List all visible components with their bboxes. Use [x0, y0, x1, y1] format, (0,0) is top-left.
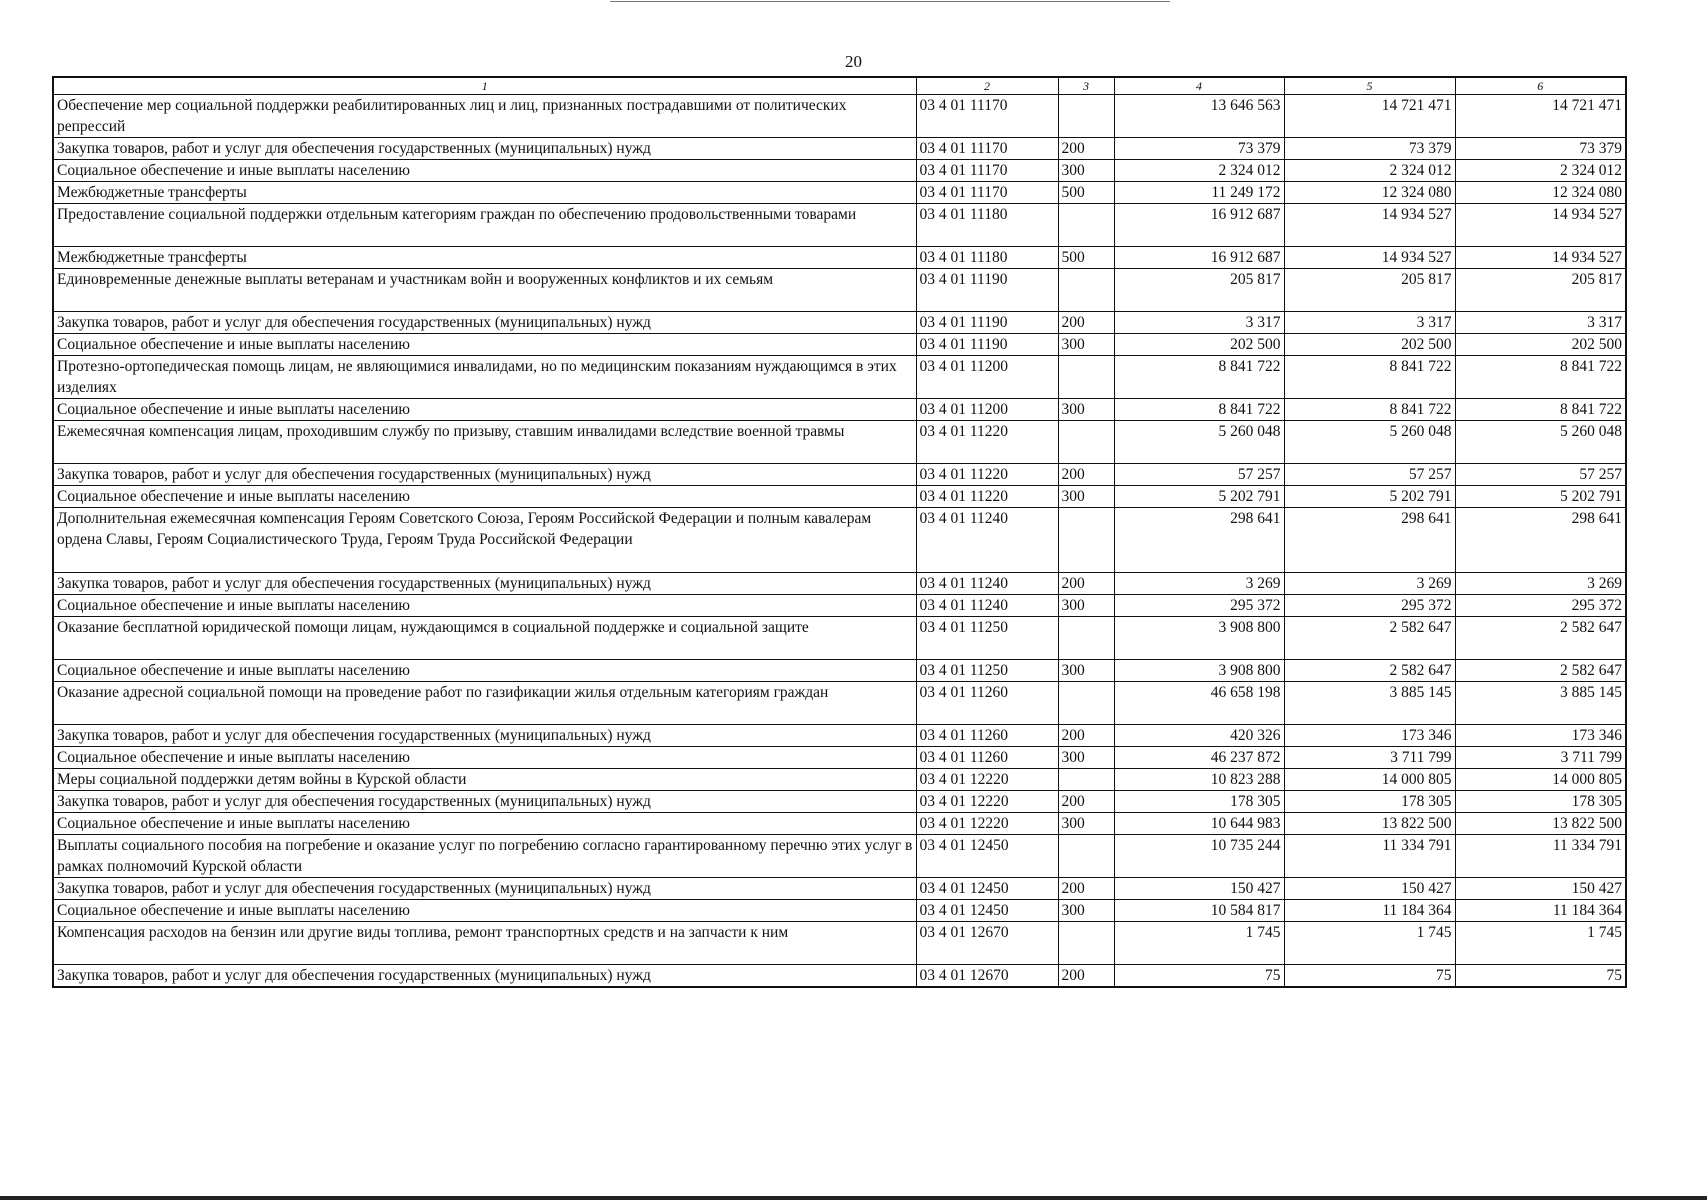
row-value-6-cell: 14 934 527 [1455, 204, 1626, 247]
row-name-cell: Выплаты социального пособия на погребение и оказание услуг по погребению согласно гарантированному перечню этих услуг в рамках полномочий Курской области [53, 835, 916, 878]
row-value-5-cell: 3 269 [1284, 573, 1455, 595]
table-row [53, 835, 1626, 878]
row-value-4-cell: 46 658 198 [1114, 682, 1284, 725]
scan-bottom-edge [0, 1196, 1707, 1200]
row-value-4-cell: 3 908 800 [1114, 617, 1284, 660]
row-name-cell: Закупка товаров, работ и услуг для обеспечения государственных (муниципальных) нужд [53, 965, 916, 988]
row-value-5-cell: 75 [1284, 965, 1455, 988]
row-name-cell: Межбюджетные трансферты [53, 247, 916, 269]
row-value-4-cell: 8 841 722 [1114, 399, 1284, 421]
row-code-cell: 03 4 01 11200 [916, 399, 1058, 421]
row-value-4-cell: 16 912 687 [1114, 247, 1284, 269]
table-row [53, 595, 1626, 617]
row-type-cell [1058, 508, 1114, 573]
table-row [53, 747, 1626, 769]
row-value-5-cell: 8 841 722 [1284, 399, 1455, 421]
row-value-6-cell: 75 [1455, 965, 1626, 988]
row-value-6-cell: 8 841 722 [1455, 356, 1626, 399]
row-value-5-cell: 73 379 [1284, 138, 1455, 160]
row-value-4-cell: 10 584 817 [1114, 900, 1284, 922]
row-code-cell: 03 4 01 11220 [916, 464, 1058, 486]
table-row [53, 399, 1626, 421]
row-type-cell: 200 [1058, 965, 1114, 988]
row-value-4-cell: 57 257 [1114, 464, 1284, 486]
row-value-4-cell: 75 [1114, 965, 1284, 988]
row-value-5-cell: 3 885 145 [1284, 682, 1455, 725]
row-value-5-cell: 3 317 [1284, 312, 1455, 334]
row-type-cell: 200 [1058, 791, 1114, 813]
row-value-4-cell: 8 841 722 [1114, 356, 1284, 399]
row-name-cell: Оказание адресной социальной помощи на проведение работ по газификации жилья отдельным категориям граждан [53, 682, 916, 725]
row-value-5-cell: 173 346 [1284, 725, 1455, 747]
table-body [53, 95, 1626, 988]
table-row [53, 813, 1626, 835]
row-code-cell: 03 4 01 11170 [916, 160, 1058, 182]
budget-table [52, 76, 1627, 988]
row-value-5-cell: 14 000 805 [1284, 769, 1455, 791]
row-value-5-cell: 57 257 [1284, 464, 1455, 486]
row-value-6-cell: 14 721 471 [1455, 95, 1626, 138]
row-type-cell: 500 [1058, 247, 1114, 269]
row-type-cell [1058, 421, 1114, 464]
row-value-4-cell: 73 379 [1114, 138, 1284, 160]
row-code-cell: 03 4 01 11170 [916, 95, 1058, 138]
row-value-6-cell: 13 822 500 [1455, 813, 1626, 835]
row-value-5-cell: 3 711 799 [1284, 747, 1455, 769]
scan-top-edge [610, 1, 1170, 2]
row-value-6-cell: 8 841 722 [1455, 399, 1626, 421]
table-row [53, 247, 1626, 269]
row-code-cell: 03 4 01 11250 [916, 660, 1058, 682]
row-code-cell: 03 4 01 12450 [916, 835, 1058, 878]
page-number: 20 [845, 52, 862, 71]
row-value-4-cell: 3 317 [1114, 312, 1284, 334]
column-number-2: 2 [916, 77, 1058, 95]
row-value-6-cell: 5 260 048 [1455, 421, 1626, 464]
row-type-cell [1058, 769, 1114, 791]
row-name-cell: Закупка товаров, работ и услуг для обеспечения государственных (муниципальных) нужд [53, 138, 916, 160]
row-type-cell: 300 [1058, 160, 1114, 182]
row-value-4-cell: 10 823 288 [1114, 769, 1284, 791]
row-name-cell: Закупка товаров, работ и услуг для обеспечения государственных (муниципальных) нужд [53, 791, 916, 813]
row-value-5-cell: 298 641 [1284, 508, 1455, 573]
table-row [53, 660, 1626, 682]
row-code-cell: 03 4 01 11180 [916, 204, 1058, 247]
row-value-5-cell: 2 582 647 [1284, 660, 1455, 682]
row-type-cell [1058, 356, 1114, 399]
row-name-cell: Предоставление социальной поддержки отдельным категориям граждан по обеспечению продовольственными товарами [53, 204, 916, 247]
row-value-4-cell: 420 326 [1114, 725, 1284, 747]
table-row [53, 95, 1626, 138]
table-row [53, 922, 1626, 965]
table-row [53, 464, 1626, 486]
row-value-6-cell: 295 372 [1455, 595, 1626, 617]
row-type-cell: 300 [1058, 660, 1114, 682]
row-code-cell: 03 4 01 11260 [916, 725, 1058, 747]
row-value-6-cell: 73 379 [1455, 138, 1626, 160]
row-value-4-cell: 205 817 [1114, 269, 1284, 312]
row-value-5-cell: 14 934 527 [1284, 247, 1455, 269]
table-row [53, 508, 1626, 573]
table-row [53, 182, 1626, 204]
row-code-cell: 03 4 01 11240 [916, 508, 1058, 573]
row-type-cell: 200 [1058, 464, 1114, 486]
row-type-cell: 500 [1058, 182, 1114, 204]
row-type-cell [1058, 835, 1114, 878]
row-name-cell: Социальное обеспечение и иные выплаты населению [53, 900, 916, 922]
row-type-cell: 300 [1058, 334, 1114, 356]
row-value-6-cell: 57 257 [1455, 464, 1626, 486]
row-name-cell: Закупка товаров, работ и услуг для обеспечения государственных (муниципальных) нужд [53, 464, 916, 486]
row-value-6-cell: 14 934 527 [1455, 247, 1626, 269]
row-value-6-cell: 2 582 647 [1455, 660, 1626, 682]
row-type-cell: 200 [1058, 138, 1114, 160]
row-value-4-cell: 11 249 172 [1114, 182, 1284, 204]
row-name-cell: Социальное обеспечение и иные выплаты населению [53, 486, 916, 508]
row-type-cell: 200 [1058, 573, 1114, 595]
row-value-6-cell: 3 317 [1455, 312, 1626, 334]
row-type-cell [1058, 617, 1114, 660]
row-type-cell [1058, 922, 1114, 965]
table-row [53, 160, 1626, 182]
row-code-cell: 03 4 01 12220 [916, 813, 1058, 835]
row-name-cell: Протезно-ортопедическая помощь лицам, не являющимися инвалидами, но по медицинским показаниям нуждающимся в этих изделиях [53, 356, 916, 399]
row-code-cell: 03 4 01 11250 [916, 617, 1058, 660]
table-row [53, 573, 1626, 595]
row-value-4-cell: 13 646 563 [1114, 95, 1284, 138]
row-value-4-cell: 298 641 [1114, 508, 1284, 573]
row-name-cell: Закупка товаров, работ и услуг для обеспечения государственных (муниципальных) нужд [53, 312, 916, 334]
row-value-4-cell: 3 269 [1114, 573, 1284, 595]
row-value-6-cell: 150 427 [1455, 878, 1626, 900]
row-type-cell: 300 [1058, 900, 1114, 922]
table-row [53, 356, 1626, 399]
row-type-cell [1058, 204, 1114, 247]
row-value-6-cell: 173 346 [1455, 725, 1626, 747]
table-row [53, 269, 1626, 312]
row-code-cell: 03 4 01 11170 [916, 138, 1058, 160]
row-value-6-cell: 11 334 791 [1455, 835, 1626, 878]
table-row [53, 682, 1626, 725]
row-name-cell: Дополнительная ежемесячная компенсация Героям Советского Союза, Героям Российской Федерации и полным кавалерам ордена Славы, Героям Социалистического Труда, Героям Труда Российской Федерации [53, 508, 916, 573]
row-name-cell: Ежемесячная компенсация лицам, проходившим службу по призыву, ставшим инвалидами вследствие военной травмы [53, 421, 916, 464]
row-value-5-cell: 295 372 [1284, 595, 1455, 617]
row-type-cell: 300 [1058, 595, 1114, 617]
row-code-cell: 03 4 01 12670 [916, 965, 1058, 988]
row-name-cell: Социальное обеспечение и иные выплаты населению [53, 160, 916, 182]
row-value-4-cell: 295 372 [1114, 595, 1284, 617]
row-type-cell: 200 [1058, 878, 1114, 900]
row-code-cell: 03 4 01 12450 [916, 900, 1058, 922]
row-value-5-cell: 202 500 [1284, 334, 1455, 356]
row-code-cell: 03 4 01 11190 [916, 312, 1058, 334]
row-value-6-cell: 3 885 145 [1455, 682, 1626, 725]
row-value-5-cell: 14 721 471 [1284, 95, 1455, 138]
row-code-cell: 03 4 01 11190 [916, 334, 1058, 356]
row-code-cell: 03 4 01 11220 [916, 421, 1058, 464]
column-number-1: 1 [53, 77, 916, 95]
table-row [53, 486, 1626, 508]
row-name-cell: Социальное обеспечение и иные выплаты населению [53, 595, 916, 617]
row-code-cell: 03 4 01 11220 [916, 486, 1058, 508]
table-row [53, 138, 1626, 160]
row-code-cell: 03 4 01 11200 [916, 356, 1058, 399]
row-name-cell: Закупка товаров, работ и услуг для обеспечения государственных (муниципальных) нужд [53, 878, 916, 900]
row-value-6-cell: 178 305 [1455, 791, 1626, 813]
row-code-cell: 03 4 01 11240 [916, 595, 1058, 617]
row-value-6-cell: 202 500 [1455, 334, 1626, 356]
row-name-cell: Социальное обеспечение и иные выплаты населению [53, 334, 916, 356]
row-value-6-cell: 205 817 [1455, 269, 1626, 312]
row-value-5-cell: 5 260 048 [1284, 421, 1455, 464]
row-type-cell [1058, 269, 1114, 312]
column-number-4: 4 [1114, 77, 1284, 95]
row-value-4-cell: 1 745 [1114, 922, 1284, 965]
row-value-6-cell: 1 745 [1455, 922, 1626, 965]
row-value-5-cell: 13 822 500 [1284, 813, 1455, 835]
row-code-cell: 03 4 01 11260 [916, 747, 1058, 769]
row-type-cell [1058, 95, 1114, 138]
row-value-6-cell: 12 324 080 [1455, 182, 1626, 204]
row-code-cell: 03 4 01 12220 [916, 791, 1058, 813]
table-row [53, 334, 1626, 356]
row-name-cell: Социальное обеспечение и иные выплаты населению [53, 399, 916, 421]
row-value-5-cell: 178 305 [1284, 791, 1455, 813]
table-row [53, 617, 1626, 660]
row-value-4-cell: 5 260 048 [1114, 421, 1284, 464]
row-value-4-cell: 150 427 [1114, 878, 1284, 900]
row-value-5-cell: 12 324 080 [1284, 182, 1455, 204]
row-code-cell: 03 4 01 11260 [916, 682, 1058, 725]
row-code-cell: 03 4 01 11190 [916, 269, 1058, 312]
row-name-cell: Обеспечение мер социальной поддержки реабилитированных лиц и лиц, признанных пострадавшими от политических репрессий [53, 95, 916, 138]
row-type-cell: 300 [1058, 747, 1114, 769]
table-row [53, 312, 1626, 334]
column-number-6: 6 [1455, 77, 1626, 95]
row-value-4-cell: 46 237 872 [1114, 747, 1284, 769]
row-value-5-cell: 5 202 791 [1284, 486, 1455, 508]
row-code-cell: 03 4 01 11170 [916, 182, 1058, 204]
row-value-6-cell: 2 324 012 [1455, 160, 1626, 182]
row-name-cell: Социальное обеспечение и иные выплаты населению [53, 660, 916, 682]
row-name-cell: Закупка товаров, работ и услуг для обеспечения государственных (муниципальных) нужд [53, 573, 916, 595]
row-name-cell: Межбюджетные трансферты [53, 182, 916, 204]
row-value-6-cell: 2 582 647 [1455, 617, 1626, 660]
column-number-3: 3 [1058, 77, 1114, 95]
row-name-cell: Меры социальной поддержки детям войны в Курской области [53, 769, 916, 791]
table-row [53, 421, 1626, 464]
row-value-6-cell: 3 269 [1455, 573, 1626, 595]
table-row [53, 791, 1626, 813]
row-value-5-cell: 150 427 [1284, 878, 1455, 900]
table-row [53, 965, 1626, 988]
column-number-5: 5 [1284, 77, 1455, 95]
row-type-cell: 300 [1058, 399, 1114, 421]
row-name-cell: Закупка товаров, работ и услуг для обеспечения государственных (муниципальных) нужд [53, 725, 916, 747]
row-value-5-cell: 2 324 012 [1284, 160, 1455, 182]
row-value-4-cell: 178 305 [1114, 791, 1284, 813]
table-row [53, 204, 1626, 247]
column-number-row [53, 77, 1626, 95]
row-value-5-cell: 14 934 527 [1284, 204, 1455, 247]
row-value-5-cell: 205 817 [1284, 269, 1455, 312]
row-value-4-cell: 5 202 791 [1114, 486, 1284, 508]
row-value-5-cell: 11 334 791 [1284, 835, 1455, 878]
row-value-6-cell: 11 184 364 [1455, 900, 1626, 922]
row-code-cell: 03 4 01 12220 [916, 769, 1058, 791]
row-value-6-cell: 5 202 791 [1455, 486, 1626, 508]
table-row [53, 725, 1626, 747]
row-value-5-cell: 1 745 [1284, 922, 1455, 965]
row-value-4-cell: 10 644 983 [1114, 813, 1284, 835]
row-type-cell: 300 [1058, 813, 1114, 835]
row-code-cell: 03 4 01 12670 [916, 922, 1058, 965]
row-value-5-cell: 11 184 364 [1284, 900, 1455, 922]
row-code-cell: 03 4 01 11180 [916, 247, 1058, 269]
row-value-4-cell: 202 500 [1114, 334, 1284, 356]
row-value-4-cell: 2 324 012 [1114, 160, 1284, 182]
row-value-4-cell: 3 908 800 [1114, 660, 1284, 682]
row-name-cell: Единовременные денежные выплаты ветеранам и участникам войн и вооруженных конфликтов и их семьям [53, 269, 916, 312]
table-row [53, 769, 1626, 791]
row-value-4-cell: 10 735 244 [1114, 835, 1284, 878]
row-value-6-cell: 14 000 805 [1455, 769, 1626, 791]
row-type-cell: 200 [1058, 312, 1114, 334]
row-name-cell: Компенсация расходов на бензин или другие виды топлива, ремонт транспортных средств и на запчасти к ним [53, 922, 916, 965]
row-code-cell: 03 4 01 11240 [916, 573, 1058, 595]
row-type-cell: 200 [1058, 725, 1114, 747]
row-name-cell: Социальное обеспечение и иные выплаты населению [53, 747, 916, 769]
row-code-cell: 03 4 01 12450 [916, 878, 1058, 900]
row-value-5-cell: 8 841 722 [1284, 356, 1455, 399]
row-name-cell: Оказание бесплатной юридической помощи лицам, нуждающимся в социальной поддержке и социальной защите [53, 617, 916, 660]
table-row [53, 878, 1626, 900]
row-type-cell: 300 [1058, 486, 1114, 508]
row-type-cell [1058, 682, 1114, 725]
row-value-5-cell: 2 582 647 [1284, 617, 1455, 660]
row-value-6-cell: 3 711 799 [1455, 747, 1626, 769]
row-value-6-cell: 298 641 [1455, 508, 1626, 573]
row-name-cell: Социальное обеспечение и иные выплаты населению [53, 813, 916, 835]
row-value-4-cell: 16 912 687 [1114, 204, 1284, 247]
table-row [53, 900, 1626, 922]
